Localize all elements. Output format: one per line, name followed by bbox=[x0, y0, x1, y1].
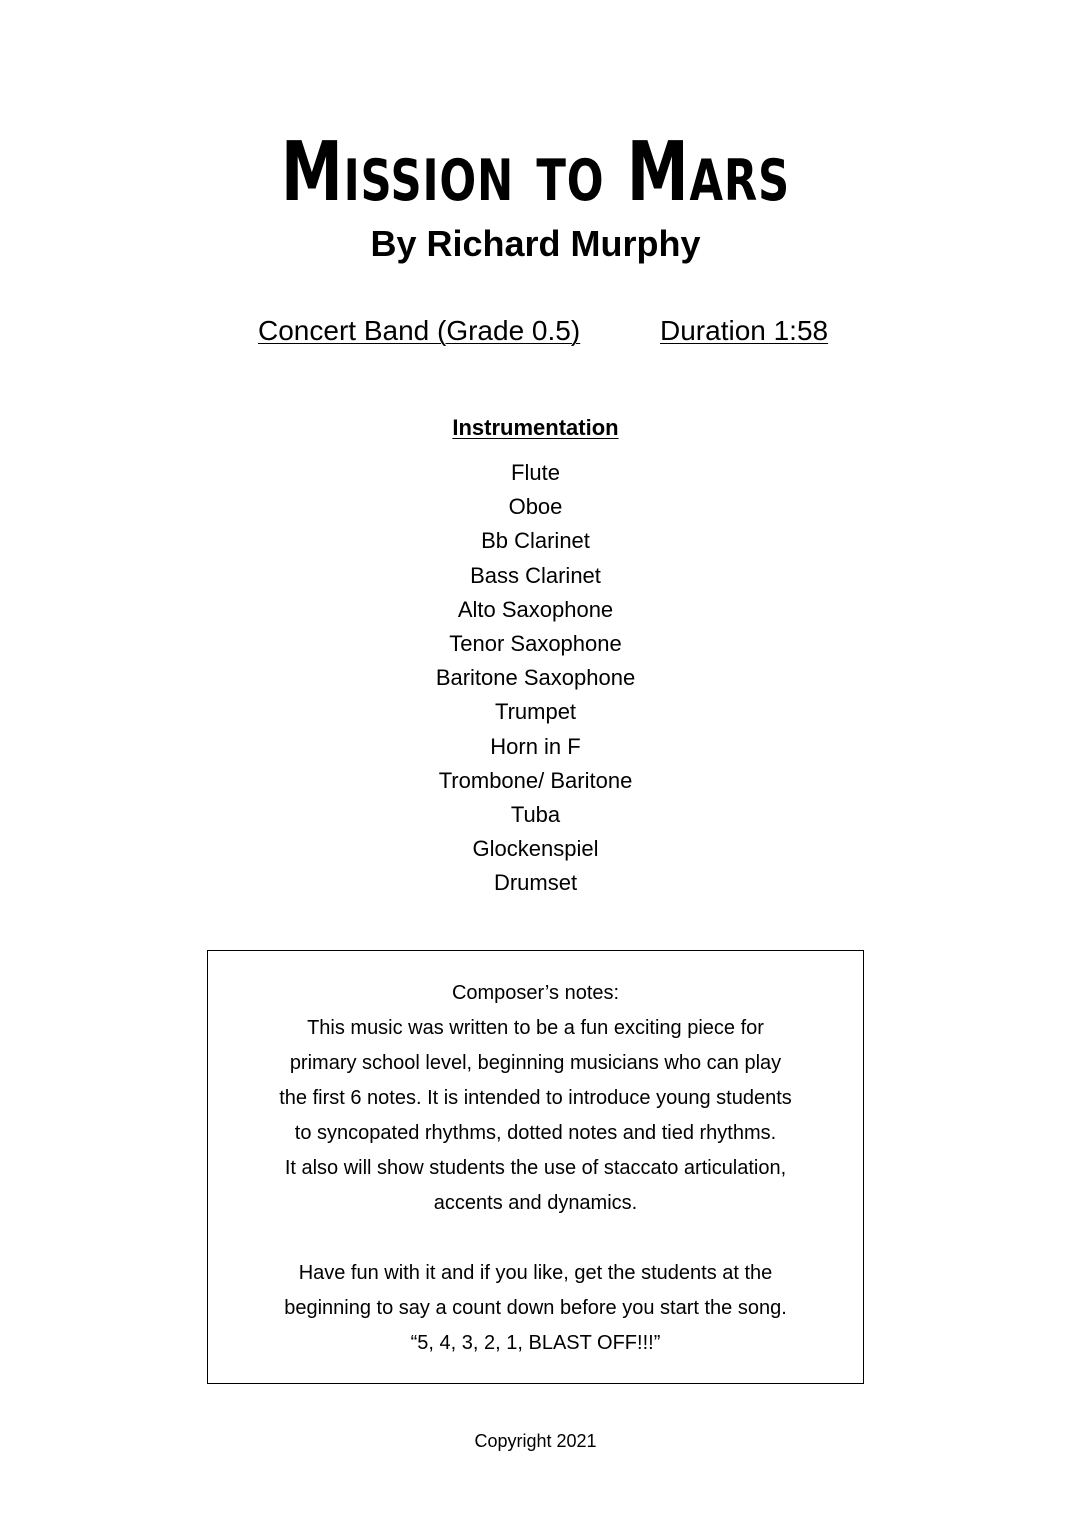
notes-heading: Composer’s notes: bbox=[451, 982, 620, 1004]
duration: Duration 1:58 bbox=[660, 315, 829, 346]
composer-byline: By Richard Murphy bbox=[370, 223, 701, 264]
notes-line: the first 6 notes. It is intended to introduce young students bbox=[279, 1087, 792, 1109]
instrument-item: Tenor Saxophone bbox=[449, 630, 622, 656]
instrument-item: Tuba bbox=[510, 801, 561, 827]
notes-line: beginning to say a count down before you start the song. bbox=[284, 1297, 787, 1319]
notes-line: Have fun with it and if you like, get the students at the bbox=[298, 1262, 773, 1284]
instrument-item: Flute bbox=[511, 460, 560, 485]
ensemble-grade: Concert Band (Grade 0.5) bbox=[258, 315, 581, 346]
instrument-item: Trombone/ Baritone bbox=[438, 767, 633, 793]
notes-line: “5, 4, 3, 2, 1, BLAST OFF!!!” bbox=[410, 1332, 661, 1354]
instrument-item: Bass Clarinet bbox=[470, 562, 601, 588]
instrument-item: Glockenspiel bbox=[472, 836, 599, 862]
notes-blank-line bbox=[208, 1221, 863, 1256]
instrument-item: Trumpet bbox=[494, 699, 577, 725]
instrument-item: Alto Saxophone bbox=[457, 596, 614, 622]
instrumentation-list bbox=[0, 456, 1071, 900]
notes-line: This music was written to be a fun exciting piece for bbox=[307, 1017, 764, 1039]
instrument-item: Oboe bbox=[508, 494, 563, 520]
notes-line: to syncopated rhythms, dotted notes and tied rhythms. bbox=[294, 1122, 777, 1144]
composer-notes-text bbox=[208, 976, 863, 1361]
instrumentation-heading: Instrumentation bbox=[452, 415, 619, 440]
notes-line: It also will show students the use of staccato articulation, bbox=[284, 1157, 787, 1179]
copyright-notice: Copyright 2021 bbox=[474, 1431, 597, 1451]
notes-line: primary school level, beginning musicians who can play bbox=[289, 1052, 782, 1074]
instrument-item: Horn in F bbox=[490, 733, 581, 759]
document-title: Mission to Mars bbox=[280, 125, 790, 220]
instrument-item: Bb Clarinet bbox=[481, 528, 590, 554]
instrument-item: Drumset bbox=[493, 870, 578, 896]
composer-notes-box bbox=[207, 950, 864, 1384]
instrument-item: Baritone Saxophone bbox=[435, 665, 636, 691]
notes-line: accents and dynamics. bbox=[433, 1192, 638, 1214]
